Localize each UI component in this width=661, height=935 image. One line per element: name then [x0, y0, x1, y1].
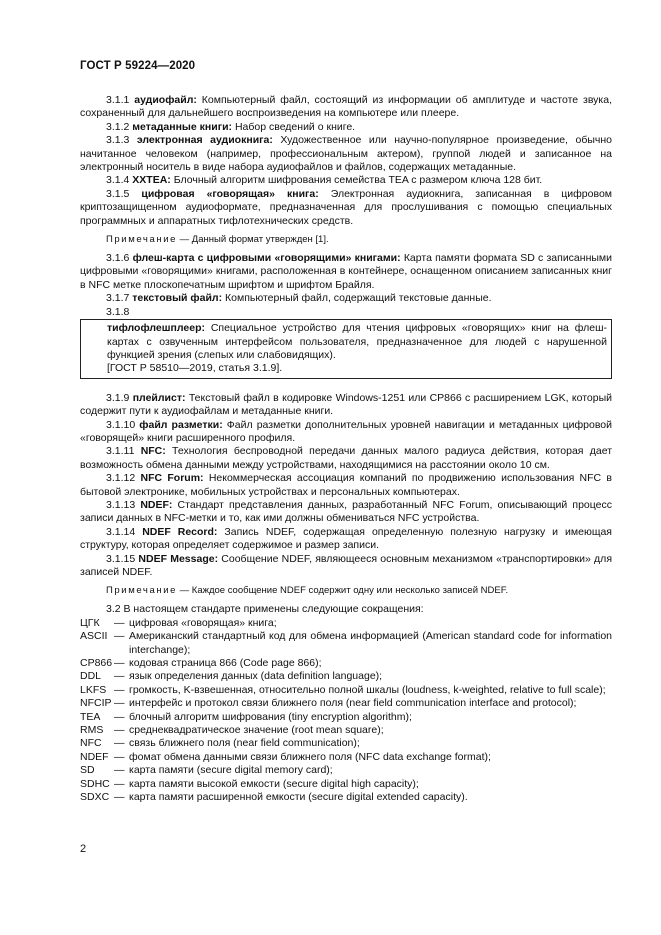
- definition-item: [80, 419, 612, 446]
- definition-term: файл разметки:: [139, 418, 223, 431]
- abbreviation-dash: —: [114, 670, 125, 683]
- definition-number: 3.1.2: [106, 120, 130, 133]
- note-label: Примечание: [106, 234, 177, 246]
- definition-text: Сообщение NDEF, являющееся основным механизмом «транспортировки» для записей NDEF.: [80, 552, 612, 578]
- boxed-definition-text: [107, 322, 607, 362]
- definition-number: 3.1.5: [106, 187, 130, 200]
- definition-term: электронная аудиокнига:: [136, 134, 273, 147]
- abbreviation-dash: —: [114, 750, 125, 763]
- definition-text: Специальное устройство для чтения цифровых «говорящих» книг на флеш-картах с озвученным интерфейсом пользователя, предназначенное для людей с нарушенной функцией зрения (слепых или слабовидящих).: [107, 322, 607, 361]
- abbreviation-row: [80, 751, 612, 764]
- definition-term: аудиофайл:: [134, 94, 197, 106]
- definitions-group-3: [80, 392, 612, 580]
- abbreviation-term: NFC: [80, 737, 102, 750]
- abbreviation-description: блочный алгоритм шифрования (tiny encryption algorithm);: [129, 710, 412, 723]
- abbreviation-term: NFCIP: [80, 697, 112, 710]
- definition-item: [80, 472, 612, 499]
- abbreviation-dash: —: [114, 724, 125, 737]
- abbreviation-description: интерфейс и протокол связи ближнего поля (near field communication interface and protocol);: [129, 697, 577, 710]
- definitions-group-1: [80, 94, 612, 228]
- abbreviation-dash: —: [114, 777, 125, 790]
- definition-text: Компьютерный файл, состоящий из информации об амплитуде и частоте звука, сохраненный для дальнейшего воспроизведения на компьютере или плеере.: [80, 94, 612, 120]
- definition-item: [80, 499, 612, 526]
- abbreviation-row: [80, 764, 612, 777]
- abbreviation-term: NDEF: [80, 750, 109, 763]
- abbreviation-description: громкость, K-взвешенная, относительно полной шкалы (loudness, k-weighted, relative to full scale);: [129, 683, 606, 696]
- definition-term: метаданные книги:: [132, 120, 233, 133]
- abbreviation-term: RMS: [80, 724, 104, 737]
- abbreviation-term: DDL: [80, 670, 102, 683]
- definition-number: 3.1.11: [106, 445, 135, 458]
- definition-text: Стандарт представления данных, разработанный NFC Forum, описывающий процесс записи данных в NFC-метки и то, как ими должны обмениваться NFC устройства.: [80, 498, 613, 525]
- boxed-definition: [80, 319, 612, 379]
- definition-number: 3.1.6: [106, 252, 130, 265]
- definition-item: [80, 445, 612, 472]
- note-text: — Данный формат утвержден [1].: [179, 234, 329, 246]
- abbreviation-term: CP866: [80, 657, 113, 670]
- definition-item: [80, 94, 612, 121]
- definition-number: 3.1.3: [106, 134, 130, 147]
- abbreviation-row: [80, 617, 612, 630]
- abbreviation-description: Американский стандартный код для обмена информацией (American standard code for information interchange);: [129, 630, 612, 656]
- definition-text: Файл разметки дополнительных уровней навигации и метаданных цифровой «говорящей» книги расширенного профиля.: [80, 418, 612, 444]
- abbreviation-row: [80, 657, 612, 670]
- definition-item: [80, 526, 612, 553]
- abbreviation-description: карта памяти (secure digital memory card);: [129, 764, 333, 777]
- definition-number: 3.1.14: [106, 525, 136, 538]
- definition-term: NDEF Record:: [142, 525, 218, 538]
- abbreviation-row: [80, 778, 612, 791]
- definition-term: текстовый файл:: [132, 292, 223, 305]
- definition-item: [80, 252, 612, 292]
- definition-item: [80, 134, 612, 174]
- definition-item: [80, 392, 612, 419]
- abbreviation-description: язык определения данных (data definition language);: [129, 670, 383, 683]
- abbreviation-row: [80, 670, 612, 683]
- abbreviation-description: карта памяти высокой емкости (secure digital high capacity);: [129, 777, 419, 790]
- definition-number: 3.1.13: [106, 498, 136, 511]
- definition-item: [80, 174, 612, 187]
- abbreviation-row: [80, 630, 612, 657]
- definition-text: Компьютерный файл, содержащий текстовые данные.: [225, 292, 492, 305]
- definition-text: Блочный алгоритм шифрования семейства TEA с размером ключа 128 бит.: [173, 174, 543, 187]
- abbreviation-dash: —: [114, 683, 125, 696]
- abbreviation-dash: —: [114, 616, 125, 629]
- definition-term: NFC:: [140, 445, 166, 458]
- definition-number: 3.1.10: [106, 418, 136, 431]
- abbreviation-term: SDHC: [80, 777, 110, 790]
- boxed-definition-source: [ГОСТ Р 58510—2019, статья 3.1.9].: [107, 362, 283, 375]
- abbreviation-row: [80, 684, 612, 697]
- abbreviation-dash: —: [114, 657, 125, 670]
- note-2: [80, 585, 612, 597]
- abbreviation-description: цифровая «говорящая» книга;: [129, 616, 277, 629]
- definition-text: Карта памяти формата SD с записанными цифровыми «говорящими» книгами, расположенная в контейнере, оснащенном описанием записанных книг в NFC метке плоскопечатным шрифтом и шрифтом Брайля.: [80, 252, 612, 291]
- definition-item: [80, 121, 612, 134]
- definition-text: Некоммерческая ассоциация компаний по продвижению использования NFC в бытовой электронике, мобильных устройствах и персональных компьютерах.: [80, 472, 612, 498]
- abbreviation-row: [80, 724, 612, 737]
- note-1: [80, 234, 612, 246]
- definition-text: Текстовый файл в кодировке Windows-1251 или CP866 с расширением LGK, который содержит пути к аудиофайлам и метаданные книги.: [80, 391, 612, 418]
- definition-number: 3.1.12: [106, 472, 136, 485]
- abbreviations-intro: 3.2 В настоящем стандарте применены следующие сокращения:: [106, 603, 424, 616]
- definition-number: 3.1.9: [106, 391, 130, 404]
- abbreviation-dash: —: [114, 710, 125, 723]
- definition-term: XXTEA:: [132, 174, 171, 187]
- abbreviation-description: среднеквадратическое значение (root mean square);: [129, 724, 384, 737]
- note-label: Примечание: [106, 585, 177, 597]
- definition-text: Художественное или научно-популярное произведение, обычно начитанное человеком (например, профессиональным актером), группой людей и записанное на электронный носитель в виде набора аудиофайлов и файлов, содержащих метаданные.: [80, 134, 612, 174]
- abbreviations-list: [80, 617, 612, 805]
- definition-number: 3.1.4: [106, 174, 130, 187]
- abbreviation-row: [80, 697, 612, 710]
- definition-text: Технология беспроводной передачи данных малого радиуса действия, которая дает возможность обмена данными между устройствами, находящимися на расстоянии около 10 см.: [80, 445, 612, 471]
- abbreviation-row: [80, 737, 612, 750]
- abbreviation-row: [80, 711, 612, 724]
- abbreviation-row: [80, 791, 612, 804]
- abbreviation-dash: —: [114, 737, 125, 750]
- definition-term: плейлист:: [132, 391, 186, 404]
- definition-term: тифлофлешплеер:: [107, 322, 205, 335]
- definition-text: Электронная аудиокнига, записанная в цифровом криптозащищенном аудиоформате, предназначенная для прослушивания с помощью специальных программных и аппаратных тифлотехнических средств.: [80, 187, 613, 227]
- boxed-definition-number: 3.1.8: [106, 305, 130, 318]
- abbreviation-term: ЦГК: [80, 616, 100, 629]
- definition-text: Набор сведений о книге.: [234, 120, 356, 133]
- abbreviation-term: SDXC: [80, 791, 110, 804]
- definition-item: [80, 553, 612, 580]
- definition-term: NDEF:: [140, 498, 173, 511]
- abbreviation-term: TEA: [80, 710, 101, 723]
- abbreviation-dash: —: [114, 697, 125, 710]
- definition-number: 3.1.1: [106, 94, 130, 106]
- definition-term: NFC Forum:: [140, 472, 204, 485]
- abbreviation-dash: —: [114, 791, 125, 804]
- abbreviation-term: SD: [80, 764, 95, 777]
- definition-term: цифровая «говорящая» книга:: [141, 187, 319, 200]
- abbreviation-dash: —: [114, 630, 125, 643]
- abbreviation-description: связь ближнего поля (near field communication);: [129, 737, 360, 750]
- definition-text: Запись NDEF, содержащая определенную полезную нагрузку и имеющая структуру, которая определяет содержимое и размер записи.: [80, 525, 612, 552]
- definition-item: [80, 292, 612, 305]
- abbreviation-dash: —: [114, 764, 125, 777]
- definition-term: NDEF Message:: [138, 552, 219, 565]
- definition-term: флеш-карта с цифровыми «говорящими» книгами:: [132, 252, 401, 265]
- document-body: [80, 94, 612, 805]
- definitions-group-2: [80, 252, 612, 306]
- definition-number: 3.1.15: [106, 552, 136, 565]
- page-number: 2: [80, 843, 87, 855]
- abbreviation-description: карта памяти расширенной емкости (secure digital extended capacity).: [129, 791, 468, 804]
- definition-item: [80, 188, 612, 228]
- abbreviation-term: ASCII: [80, 630, 108, 643]
- abbreviation-description: кодовая страница 866 (Code page 866);: [129, 657, 322, 670]
- abbreviation-description: фомат обмена данными связи ближнего поля (NFC data exchange format);: [129, 750, 491, 763]
- note-text: — Каждое сообщение NDEF содержит одну или несколько записей NDEF.: [179, 585, 509, 597]
- definition-number: 3.1.7: [106, 292, 130, 305]
- document-header: ГОСТ Р 59224—2020: [80, 60, 196, 72]
- abbreviation-term: LKFS: [80, 683, 107, 696]
